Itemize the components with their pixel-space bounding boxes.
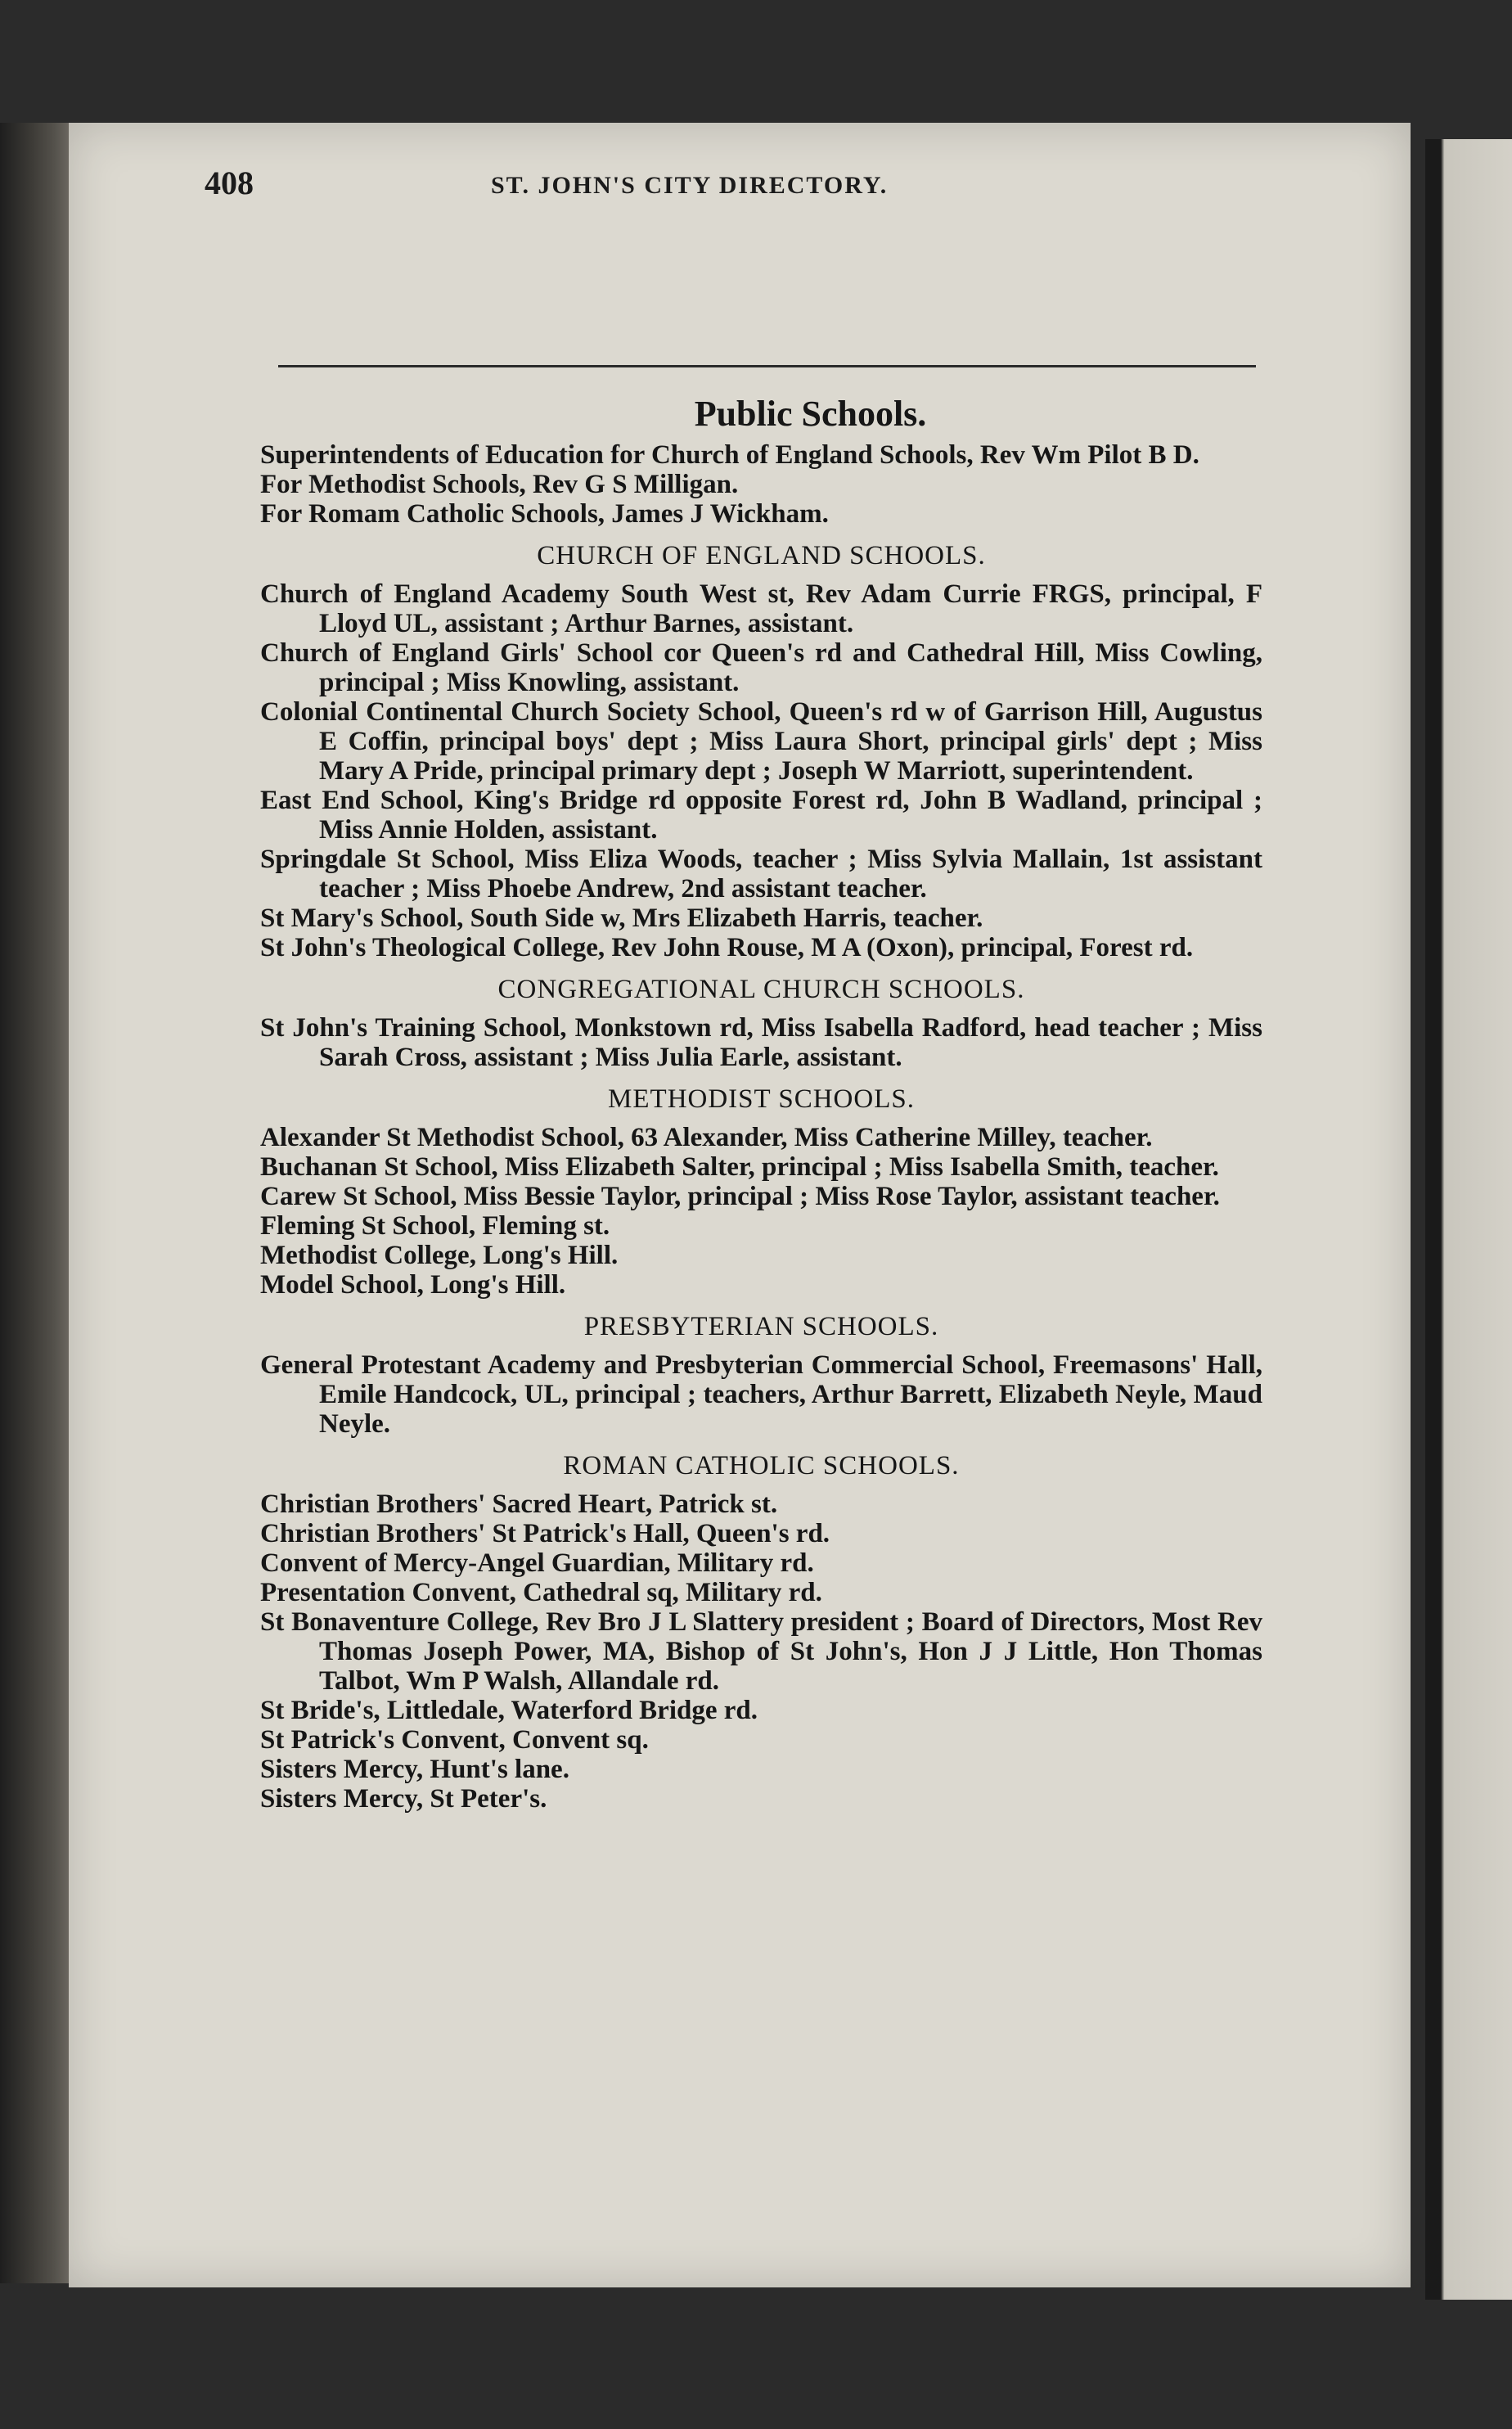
directory-entry: General Protestant Academy and Presbyterian Commercial School, Freemasons' Hall, Emile Handcock, UL, principal ; teachers, Arthur Barrett, Elizabeth Neyle, Maud Neyle. — [260, 1350, 1262, 1439]
directory-entry: Church of England Girls' School cor Queen's rd and Cathedral Hill, Miss Cowling, principal ; Miss Knowling, assistant. — [260, 638, 1262, 697]
adjacent-page-edge — [1425, 139, 1512, 2300]
directory-entry: Christian Brothers' Sacred Heart, Patrick st. — [260, 1489, 778, 1519]
section-congregational — [260, 974, 1262, 1072]
directory-entry: Springdale St School, Miss Eliza Woods, teacher ; Miss Sylvia Mallain, 1st assistant teacher ; Miss Phoebe Andrew, 2nd assistant teacher. — [260, 845, 1262, 904]
section-heading: CHURCH OF ENGLAND SCHOOLS. — [537, 541, 986, 570]
section-heading: PRESBYTERIAN SCHOOLS. — [583, 1312, 939, 1341]
directory-entry: Presentation Convent, Cathedral sq, Military rd. — [260, 1578, 822, 1607]
section-church-of-england — [260, 540, 1262, 962]
directory-entry: Model School, Long's Hill. — [260, 1270, 566, 1300]
directory-entry: Christian Brothers' St Patrick's Hall, Queen's rd. — [260, 1519, 830, 1548]
directory-entry: Sisters Mercy, St Peter's. — [260, 1784, 547, 1814]
directory-entry: Convent of Mercy-Angel Guardian, Military rd. — [260, 1548, 814, 1578]
directory-entry: Methodist College, Long's Hill. — [260, 1241, 619, 1270]
directory-entry: St Patrick's Convent, Convent sq. — [260, 1725, 649, 1755]
intro-block — [260, 440, 1262, 529]
section-heading: ROMAN CATHOLIC SCHOOLS. — [563, 1451, 960, 1480]
directory-entry: St Bonaventure College, Rev Bro J L Slattery president ; Board of Directors, Most Rev Thomas Joseph Power, MA, Bishop of St John's, Hon J J Little, Hon Thomas Talbot, Wm P Walsh, Allandale rd. — [260, 1607, 1262, 1696]
directory-entry: St Bride's, Littledale, Waterford Bridge rd. — [260, 1696, 758, 1725]
directory-entry: Carew St School, Miss Bessie Taylor, principal ; Miss Rose Taylor, assistant teacher. — [260, 1182, 1220, 1211]
directory-entry: Church of England Academy South West st, Rev Adam Currie FRGS, principal, F Lloyd UL, assistant ; Arthur Barnes, assistant. — [260, 579, 1262, 638]
directory-entry: St Mary's School, South Side w, Mrs Elizabeth Harris, teacher. — [260, 904, 983, 933]
header-rule — [278, 365, 1256, 367]
directory-entry: Buchanan St School, Miss Elizabeth Salter, principal ; Miss Isabella Smith, teacher. — [260, 1152, 1219, 1182]
page-title: Public Schools. — [694, 394, 927, 434]
section-roman-catholic — [260, 1450, 1262, 1814]
directory-entry: St John's Theological College, Rev John Rouse, M A (Oxon), principal, Forest rd. — [260, 933, 1194, 962]
intro-line: Superintendents of Education for Church of England Schools, Rev Wm Pilot B D. — [260, 440, 1199, 470]
running-title: ST. JOHN'S CITY DIRECTORY. — [491, 172, 889, 199]
directory-entry: Fleming St School, Fleming st. — [260, 1211, 610, 1241]
directory-entry: St John's Training School, Monkstown rd, Miss Isabella Radford, head teacher ; Miss Sarah Cross, assistant ; Miss Julia Earle, assistant. — [260, 1013, 1262, 1072]
directory-entry: East End School, King's Bridge rd opposite Forest rd, John B Wadland, principal ; Miss Annie Holden, assistant. — [260, 786, 1262, 845]
directory-entry: Sisters Mercy, Hunt's lane. — [260, 1755, 569, 1784]
page-header — [205, 164, 1252, 213]
book-spine-left — [0, 123, 69, 2283]
section-heading: CONGREGATIONAL CHURCH SCHOOLS. — [497, 975, 1025, 1004]
page-number: 408 — [205, 164, 254, 201]
section-methodist — [260, 1084, 1262, 1300]
section-heading: METHODIST SCHOOLS. — [608, 1084, 915, 1114]
intro-line: For Methodist Schools, Rev G S Milligan. — [260, 470, 739, 499]
intro-line: For Romam Catholic Schools, James J Wickham. — [260, 499, 829, 529]
section-presbyterian — [260, 1311, 1262, 1439]
directory-entry: Colonial Continental Church Society School, Queen's rd w of Garrison Hill, Augustus E Coffin, principal boys' dept ; Miss Laura Short, principal girls' dept ; Miss Mary A Pride, principal primary dept ; Joseph W Marriott, superintendent. — [260, 697, 1262, 786]
directory-entry: Alexander St Methodist School, 63 Alexander, Miss Catherine Milley, teacher. — [260, 1123, 1153, 1152]
page-content — [260, 391, 1262, 1814]
